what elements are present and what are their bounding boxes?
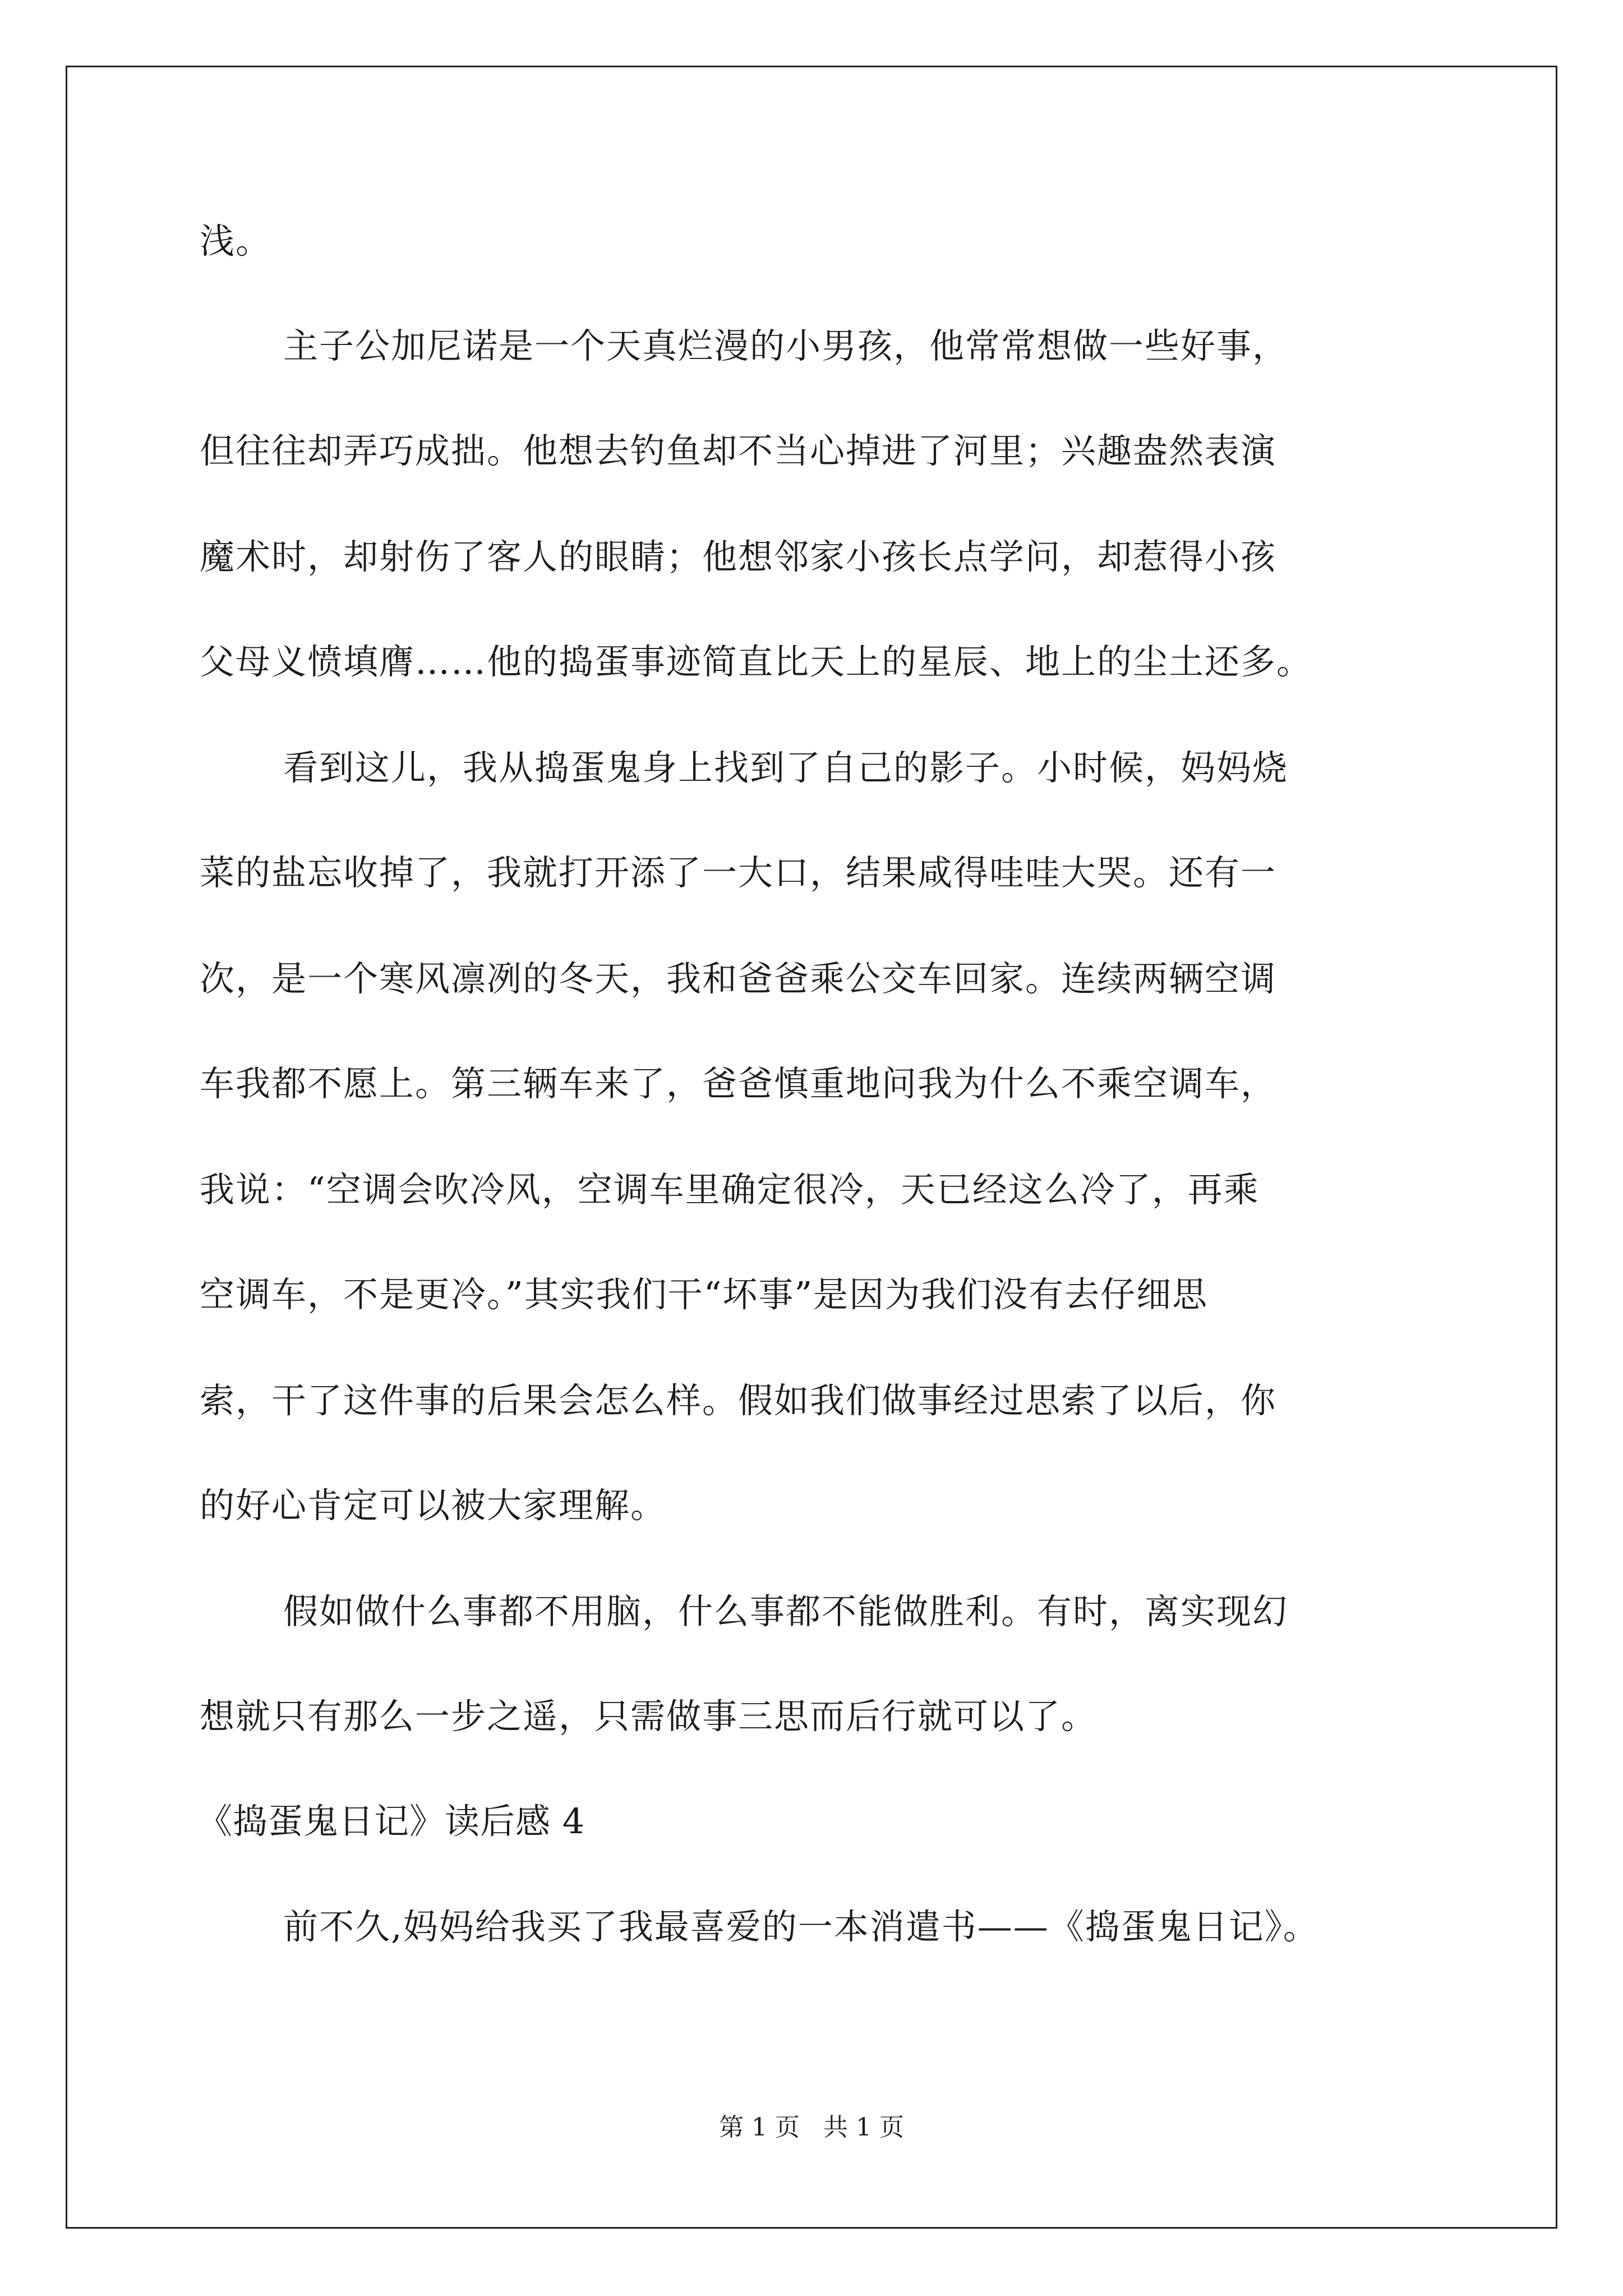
text-line: 次，是一个寒风凛冽的冬天，我和爸爸乘公交车回家。连续两辆空调 [200,958,1277,999]
text-line: 的好心肯定可以被大家理解。 [200,1485,667,1526]
page-number-current: 第 1 页 [719,2113,800,2142]
paragraph-start-line: 看到这儿，我从捣蛋鬼身上找到了自己的影子。小时候，妈妈烧 [283,747,1289,788]
page-footer [0,2112,1623,2143]
text-line: 空调车，不是更冷。”其实我们干“坏事”是因为我们没有去仔细思 [200,1274,1209,1315]
paragraph-start-line: 主子公加尼诺是一个天真烂漫的小男孩，他常常想做一些好事， [283,325,1289,366]
text-line: 菜的盐忘收掉了，我就打开添了一大口，结果咸得哇哇大哭。还有一 [200,852,1277,893]
paragraph-start-line: 假如做什么事都不用脑，什么事都不能做胜利。有时，离实现幻 [283,1591,1289,1632]
text-line: 浅。 [200,220,272,261]
text-line: 父母义愤填膺……他的捣蛋事迹简直比天上的星辰、地上的尘土还多。 [200,641,1313,682]
text-line: 我说：“空调会吹冷风，空调车里确定很冷，天已经这么冷了，再乘 [200,1169,1260,1210]
text-line: 魔术时，却射伤了客人的眼睛；他想邻家小孩长点学问，却惹得小孩 [200,536,1277,577]
text-line: 索，干了这件事的后果会怎么样。假如我们做事经过思索了以后，你 [200,1380,1277,1421]
section-heading: 《捣蛋鬼日记》读后感 4 [197,1801,585,1842]
text-line: 车我都不愿上。第三辆车来了，爸爸慎重地问我为什么不乘空调车， [200,1063,1277,1104]
text-line: 想就只有那么一步之遥，只需做事三思而后行就可以了。 [200,1696,1098,1737]
page-number-total: 共 1 页 [823,2113,904,2142]
paragraph-start-line: 前不久,妈妈给我买了我最喜爱的一本消遣书——《捣蛋鬼日记》。 [283,1906,1319,1947]
text-line: 但往往却弄巧成拙。他想去钓鱼却不当心掉进了河里；兴趣盎然表演 [200,430,1277,471]
